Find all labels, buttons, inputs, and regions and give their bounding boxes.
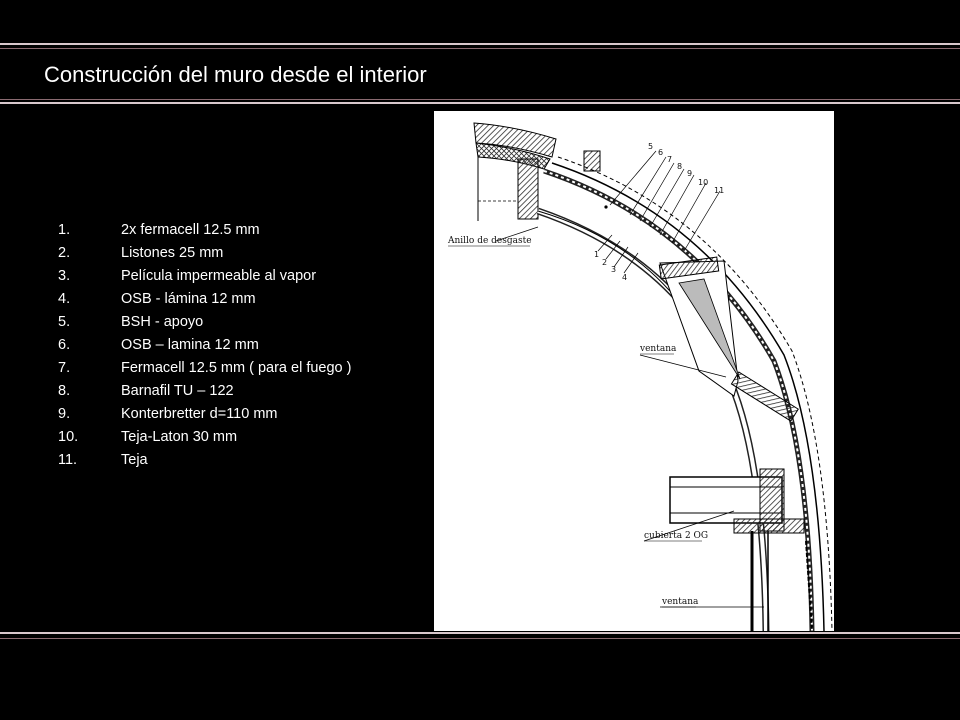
list-item-text: OSB – lamina 12 mm bbox=[121, 337, 259, 353]
list-item-text: Teja-Laton 30 mm bbox=[121, 429, 238, 445]
window-label: ventana bbox=[662, 597, 699, 607]
slide-title: Construcción del muro desde el interior bbox=[44, 62, 427, 87]
callout-number: 7 bbox=[667, 155, 673, 164]
list-item-text: Listones 25 mm bbox=[121, 245, 224, 261]
list-item-number: 1. bbox=[58, 222, 71, 238]
title-divider bbox=[0, 96, 960, 104]
list-item-number: 4. bbox=[58, 291, 71, 307]
window-wedge bbox=[659, 257, 798, 421]
ring-label: Anillo de desgaste bbox=[448, 236, 532, 246]
section-drawing-svg bbox=[434, 111, 834, 631]
callout-number: 2 bbox=[602, 258, 608, 267]
callout-number: 4 bbox=[622, 273, 628, 282]
list-item-text: Película impermeable al vapor bbox=[121, 268, 317, 284]
wall-section-drawing bbox=[434, 111, 834, 631]
list-item-text: Teja bbox=[121, 452, 148, 468]
callout-number: 9 bbox=[687, 169, 693, 178]
list-item-number: 7. bbox=[58, 360, 71, 376]
top-number-labels bbox=[648, 142, 724, 195]
callout-number: 10 bbox=[698, 178, 709, 187]
ring-detail bbox=[474, 123, 600, 221]
window-label: ventana bbox=[640, 344, 677, 354]
list-item-text: Fermacell 12.5 mm ( para el fuego ) bbox=[121, 360, 352, 376]
callout-number: 5 bbox=[648, 142, 654, 151]
callout-number: 11 bbox=[714, 186, 725, 195]
list-item-number: 6. bbox=[58, 337, 71, 353]
roof-label: cubierta 2 OG bbox=[644, 531, 709, 541]
list-item-text: Konterbretter d=110 mm bbox=[121, 406, 278, 422]
callout-number: 6 bbox=[658, 148, 664, 157]
curved-wall-layers bbox=[538, 157, 832, 631]
top-divider bbox=[0, 43, 960, 49]
list-item-number: 11. bbox=[58, 452, 78, 468]
list-item-text: Barnafil TU – 122 bbox=[121, 383, 234, 399]
callout-number: 1 bbox=[594, 250, 600, 259]
list-item-number: 3. bbox=[58, 268, 71, 284]
list-item-number: 9. bbox=[58, 406, 71, 422]
list-item-number: 8. bbox=[58, 383, 71, 399]
bottom-divider bbox=[0, 632, 960, 639]
roof-slab bbox=[670, 469, 804, 533]
list-item-text: BSH - apoyo bbox=[121, 314, 204, 330]
list-item-text: 2x fermacell 12.5 mm bbox=[121, 222, 260, 238]
list-item-number: 10. bbox=[58, 429, 79, 445]
list-item-number: 5. bbox=[58, 314, 71, 330]
callout-number: 8 bbox=[677, 162, 683, 171]
reference-point bbox=[604, 205, 607, 208]
list-item-number: 2. bbox=[58, 245, 71, 261]
callout-number: 3 bbox=[611, 265, 617, 274]
list-item-text: OSB - lámina 12 mm bbox=[121, 291, 256, 307]
